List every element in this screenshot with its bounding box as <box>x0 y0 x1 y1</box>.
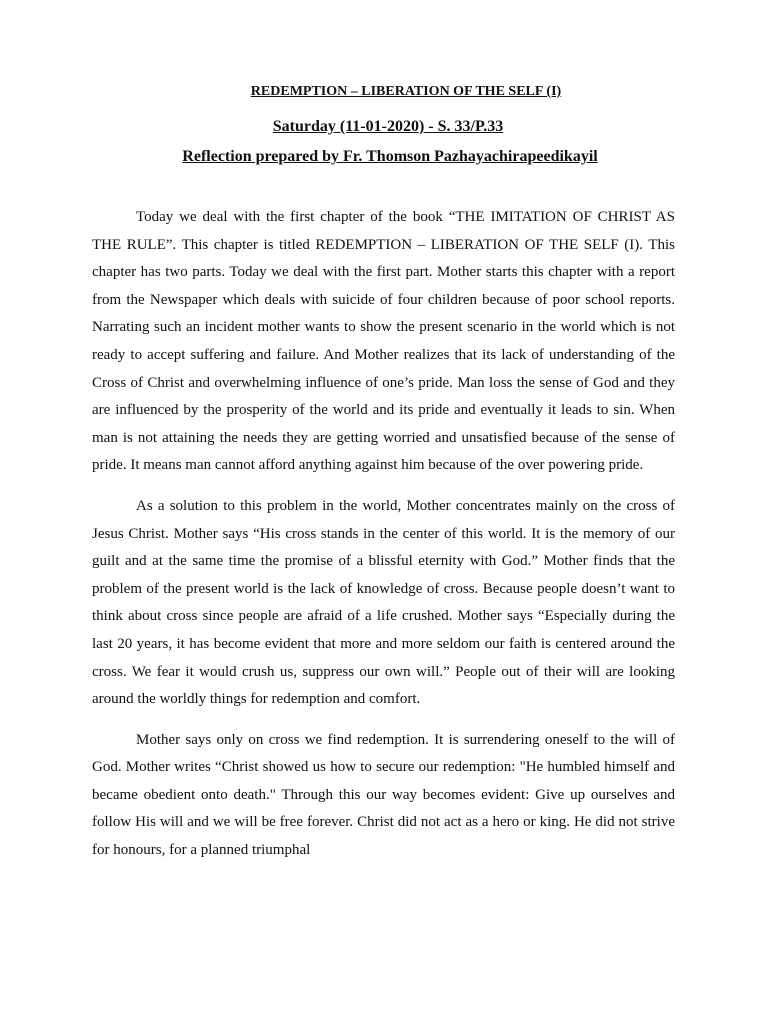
date-line: Saturday (11-01-2020) - S. 33/P.33 <box>272 118 504 135</box>
paragraph: As a solution to this problem in the world, Mother concentrates mainly on the cross of Jesus Christ. Mother says “His cross stands in the center of this world. It is the memory of our guilt and at the same time the promise of a blissful eternity with God.” Mother finds that the problem of the present world is the lack of knowledge of cross. Because people doesn’t want to think about cross since people are afraid of a life crushed. Mother says “Especially during the last 20 years, it has become evident that more and more seldom our faith is centered around the cross. We fear it would crush us, suppress our own will.” People out of their will are looking around the worldly things for redemption and comfort. <box>92 497 675 708</box>
author-line: Reflection prepared by Fr. Thomson Pazhayachirapeedikayil <box>182 148 598 165</box>
document-body <box>92 204 675 878</box>
paragraph: Today we deal with the first chapter of the book “THE IMITATION OF CHRIST AS THE RULE”. This chapter is titled REDEMPTION – LIBERATION OF THE SELF (I). This chapter has two parts. Today we deal with the first part. Mother starts this chapter with a report from the Newspaper which deals with suicide of four children because of poor school reports. Narrating such an incident mother wants to show the present scenario in the world which is not ready to accept suffering and failure. And Mother realizes that its lack of understanding of the Cross of Christ and overwhelming influence of one’s pride. Man loss the sense of God and they are influenced by the prosperity of the world and its pride and eventually it leads to sin. When man is not attaining the needs they are getting worried and unsatisfied because of the sense of pride. It means man cannot afford anything against him because of the over powering pride. <box>92 209 675 474</box>
document-title: REDEMPTION – LIBERATION OF THE SELF (I) <box>250 84 562 99</box>
paragraph: Mother says only on cross we find redemption. It is surrendering oneself to the will of God. Mother writes “Christ showed us how to secure our redemption: "He humbled himself and became obedient onto death." Through this our way becomes evident: Give up ourselves and follow His will and we will be free forever. Christ did not act as a hero or king. He did not strive for honours, for a planned triumphal <box>92 731 675 859</box>
